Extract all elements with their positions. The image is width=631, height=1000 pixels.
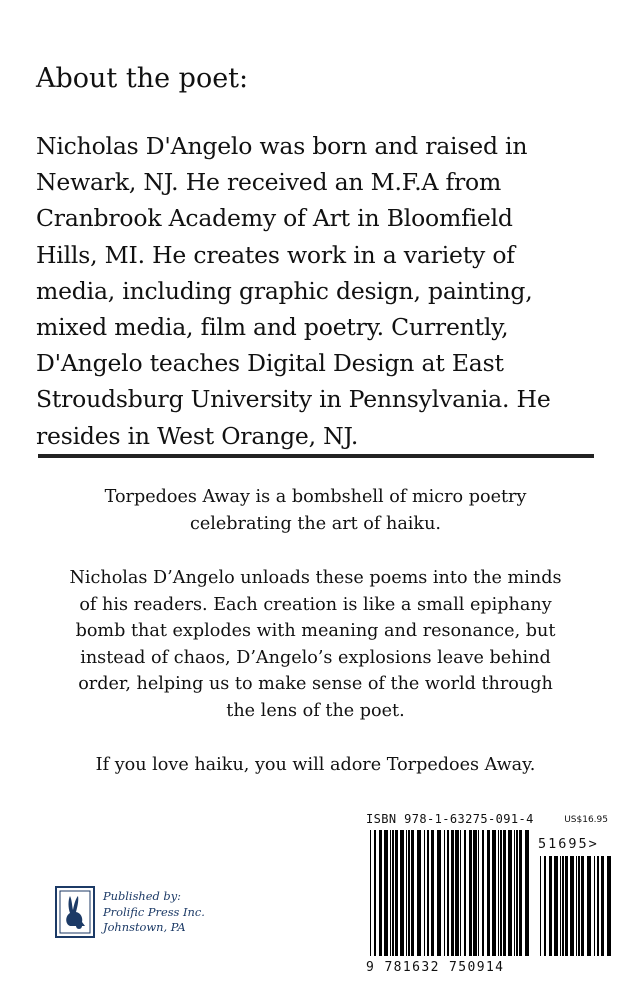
barcode-bar	[451, 830, 454, 956]
barcode-bar	[478, 830, 479, 956]
blurb-line: Nicholas D’Angelo unloads these poems into the minds	[69, 568, 562, 588]
barcode-bar	[447, 830, 449, 956]
bio-line: mixed media, film and poetry. Currently,	[36, 313, 509, 342]
barcode-bar	[384, 830, 388, 956]
blurb-line: bomb that explodes with meaning and resonance, but	[75, 621, 556, 641]
barcode-bar	[411, 830, 414, 956]
barcode-bar	[395, 830, 398, 956]
about-heading: About the poet:	[36, 63, 249, 94]
barcode-bar	[519, 830, 522, 956]
bio-line: Newark, NJ. He received an M.F.A from	[36, 168, 502, 197]
barcode-bar	[379, 830, 382, 956]
barcode-bar	[437, 830, 441, 956]
barcode-bar	[594, 856, 595, 956]
barcode-bar	[570, 856, 574, 956]
barcode-bar	[587, 856, 591, 956]
barcode-bar	[400, 830, 404, 956]
barcode-bar	[392, 830, 394, 956]
barcode-bar	[503, 830, 506, 956]
bio-line: Cranbrook Academy of Art in Bloomfield	[36, 204, 513, 233]
price-label: US$16.95	[564, 815, 608, 825]
rabbit-logo-icon	[55, 886, 95, 938]
barcode-bar	[540, 856, 541, 956]
publisher-name: Prolific Press Inc.	[103, 904, 205, 919]
addon-code: 51695>	[538, 836, 599, 852]
barcode-bar	[597, 856, 599, 956]
barcode-bar	[544, 856, 546, 956]
barcode-bar	[514, 830, 515, 956]
barcode-bar	[482, 830, 484, 956]
barcode-bar	[431, 830, 434, 956]
bio-line: resides in West Orange, NJ.	[36, 421, 359, 450]
barcode-bar	[498, 830, 499, 956]
barcode-bar	[581, 856, 584, 956]
barcode-bar	[508, 830, 512, 956]
publisher-location: Johnstown, PA	[103, 920, 186, 934]
barcode-bar	[406, 830, 407, 956]
barcode-bar	[492, 830, 496, 956]
barcode-bar	[390, 830, 391, 956]
bio-line: Hills, MI. He creates work in a variety of	[36, 240, 515, 269]
barcode-bar	[473, 830, 477, 956]
blurb-line: If you love haiku, you will adore Torpedoes Away.	[95, 755, 536, 775]
blurb-line: celebrating the art of haiku.	[189, 513, 442, 534]
barcode-bar	[408, 830, 410, 956]
barcode-bar	[549, 856, 552, 956]
barcode-bar	[601, 856, 604, 956]
barcode-bar	[562, 856, 564, 956]
barcode-bar	[525, 830, 529, 956]
bio-line: Stroudsburg University in Pennsylvania. He	[36, 385, 551, 414]
blurb-closing	[40, 752, 591, 779]
barcode-bar	[455, 830, 459, 956]
barcode-bar	[560, 856, 561, 956]
barcode-bar	[516, 830, 518, 956]
barcode-bar	[469, 830, 472, 956]
barcode-bar	[424, 830, 425, 956]
publisher-block	[55, 886, 255, 946]
barcode-bar	[500, 830, 502, 956]
blurb-line: of his readers. Each creation is like a small epiphany	[79, 594, 552, 615]
barcode-bars	[366, 812, 616, 962]
ean-number: 9 781632 750914	[366, 960, 505, 975]
blurb-intro	[40, 484, 591, 537]
barcode-bar	[578, 856, 580, 956]
barcode-bar	[374, 830, 376, 956]
blurb-line: instead of chaos, D’Angelo’s explosions leave behind	[80, 647, 551, 668]
barcode-bar	[427, 830, 429, 956]
barcode-bar	[554, 856, 558, 956]
bio-line: Nicholas D'Angelo was born and raised in	[36, 132, 528, 160]
poet-bio	[36, 128, 616, 454]
bio-line: D'Angelo teaches Digital Design at East	[36, 349, 504, 378]
barcode-bar	[444, 830, 445, 956]
blurb-body	[40, 565, 591, 724]
barcode-bar	[576, 856, 577, 956]
barcode-bar	[464, 830, 466, 956]
blurb-line: order, helping us to make sense of the world through	[78, 674, 553, 694]
blurb-line: Torpedoes Away is a bombshell of micro poetry	[104, 487, 527, 507]
barcode-bar	[565, 856, 568, 956]
bio-line: media, including graphic design, painting,	[36, 276, 533, 305]
isbn-barcode	[366, 812, 616, 974]
barcode-bar	[370, 830, 371, 956]
section-divider	[38, 454, 594, 458]
isbn-number: ISBN 978-1-63275-091-4	[366, 812, 534, 826]
barcode-bar	[460, 830, 461, 956]
barcode-bar	[487, 830, 490, 956]
barcode-bar	[607, 856, 611, 956]
blurb-line: the lens of the poet.	[226, 700, 405, 721]
barcode-bar	[417, 830, 421, 956]
publisher-label: Published by:	[103, 889, 181, 903]
